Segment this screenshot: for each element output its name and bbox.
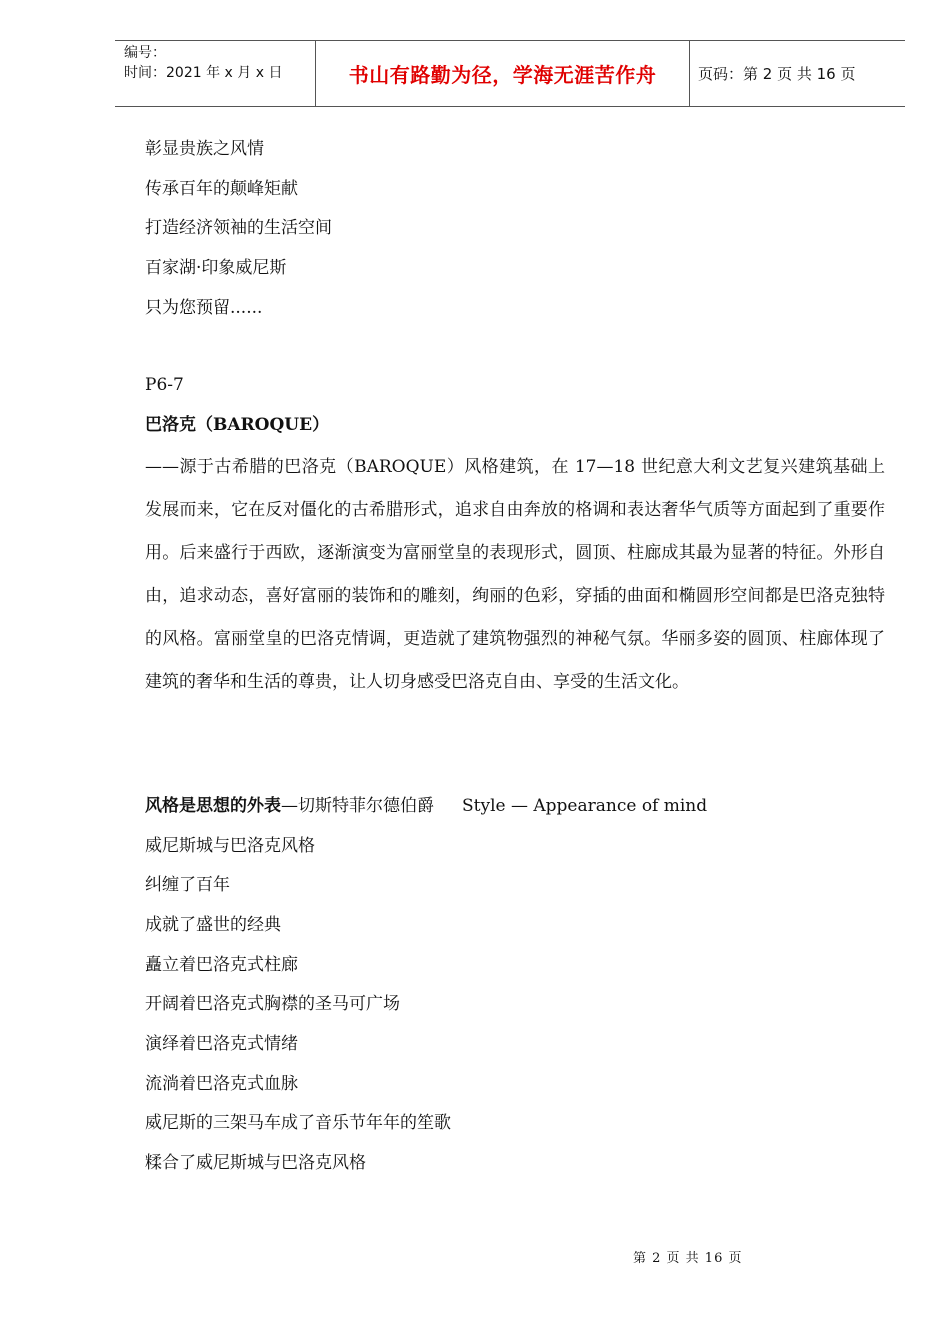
intro-line: 百家湖·印象威尼斯 [145, 258, 287, 279]
poem-line: 流淌着巴洛克式血脉 [145, 1073, 298, 1094]
header-page-info [690, 41, 905, 106]
poem-line: 演绎着巴洛克式情绪 [145, 1033, 298, 1054]
section-paragraph: ——源于古希腊的巴洛克（BAROQUE）风格建筑，在 17—18 世纪意大利文艺复兴建筑基础上发展而来，它在反对僵化的古希腊形式，追求自由奔放的格调和表达奢华气质等方面起到了重要作用。后来盛行于西欧，逐渐演变为富丽堂皇的表现形式，圆顶、柱廊成其最为显著的特征。外形自由，追求动态，喜好富丽的装饰和的雕刻，绚丽的色彩，穿插的曲面和椭圆形空间都是巴洛克独特的风格。富丽堂皇的巴洛克情调，更造就了建筑物强烈的神秘气氛。华丽多姿的圆顶、柱廊体现了建筑的奢华和生活的尊贵，让人切身感受巴洛克自由、享受的生活文化。 [145, 456, 886, 692]
document-header [115, 40, 905, 107]
page-info-text: 页码：第 2 页 共 16 页 [698, 65, 856, 83]
intro-line: 传承百年的颠峰矩献 [145, 178, 298, 199]
poem-line: 纠缠了百年 [145, 875, 230, 896]
quote-bold: 风格是思想的外表 [145, 795, 281, 816]
motto-text: 书山有路勤为径，学海无涯苦作舟 [348, 63, 657, 87]
intro-line: 彰显贵族之风情 [145, 139, 264, 159]
number-label: 编号： [124, 45, 166, 61]
poem-line: 威尼斯城与巴洛克风格 [145, 835, 315, 856]
poem-line: 开阔着巴洛克式胸襟的圣马可广场 [145, 994, 400, 1015]
quote-attribution: —切斯特菲尔德伯爵 [281, 795, 434, 816]
intro-line: 打造经济领袖的生活空间 [145, 218, 332, 239]
quote-line [145, 787, 885, 827]
section-heading: 巴洛克（BAROQUE） [145, 415, 330, 436]
header-meta [115, 41, 316, 106]
poem-line: 糅合了威尼斯城与巴洛克风格 [145, 1153, 366, 1173]
page-footer: 第 2 页 共 16 页 [633, 1251, 743, 1266]
header-motto-cell [316, 41, 690, 106]
page-reference: P6-7 [145, 375, 184, 396]
document-body [145, 130, 885, 1184]
poem-line: 成就了盛世的经典 [145, 914, 281, 935]
poem-line: 威尼斯的三架马车成了音乐节年年的笙歌 [145, 1113, 451, 1134]
poem-line: 矗立着巴洛克式柱廊 [145, 954, 298, 975]
quote-english: Style — Appearance of mind [462, 795, 708, 816]
intro-line: 只为您预留...... [145, 297, 263, 318]
time-label: 时间：2021 年 x 月 x 日 [124, 65, 283, 81]
